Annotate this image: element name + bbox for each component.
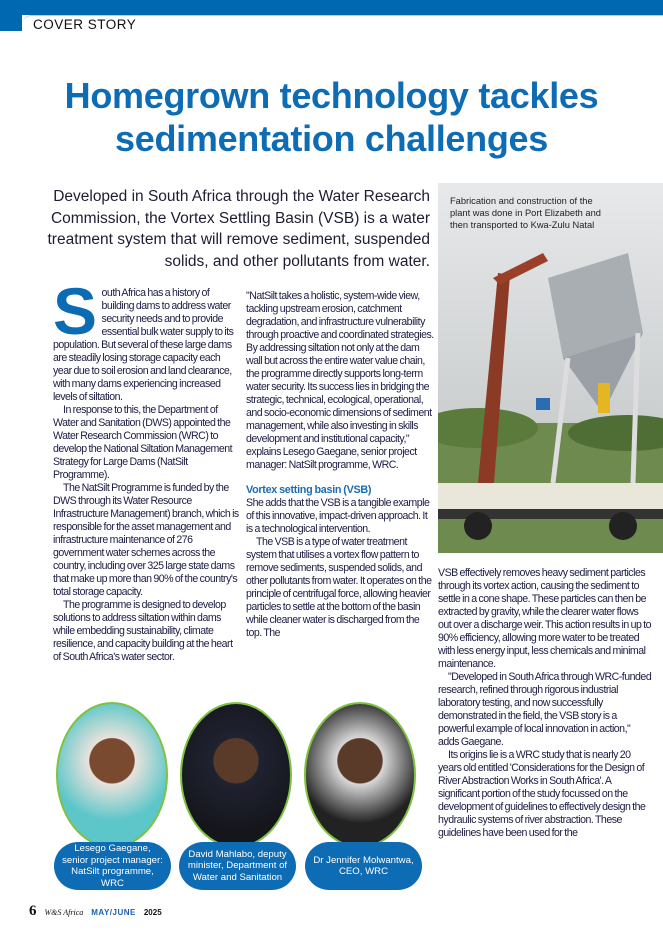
paragraph: She adds that the VSB is a tangible example of this innovative, impact-driven approach. It is a technological intervention.	[246, 497, 430, 535]
paragraph: Its origins lie is a WRC study that is nearly 20 years old entitled 'Considerations for the Design of River Abstraction Works in South Africa'. A significant portion of the study focussed on the development of guidelines to effectively design the hydraulic systems of river abstraction. These guidelines have been used for the	[438, 749, 646, 839]
paragraph: The programme is designed to develop solutions to address siltation within dams while embedding sustainability, climate resilience, and capacity building at the heart of South Africa's water sector.	[53, 599, 233, 663]
footer	[29, 903, 162, 920]
portrait-jennifer-molwantwa	[304, 702, 416, 848]
section-label: COVER STORY	[33, 17, 137, 32]
paragraph: "Developed in South Africa through WRC-funded research, refined through rigorous industrial laboratory testing, and now successfully demonstrated in the field, the VSB story is a powerful example of local innovation in action," adds Gaegane.	[438, 671, 652, 748]
issue-year: 2025	[143, 908, 162, 917]
header-bar	[0, 0, 663, 15]
portrait-david-mahlabo	[180, 702, 292, 848]
caption-jennifer-molwantwa: Dr Jennifer Molwantwa, CEO, WRC	[305, 842, 422, 890]
title-line-2: sedimentation challenges	[115, 118, 548, 159]
intro-standfirst: Developed in South Africa through the Water Research Commission, the Vortex Settling Basin (VSB) is a water treatment system that will remove sediment, suspended solids, and other pollutants from water.	[47, 188, 430, 270]
drop-cap: S	[53, 274, 97, 348]
header-bar-edge	[0, 0, 22, 31]
caption-lesego-gaegane: Lesego Gaegane, senior project manager: NatSilt programme, WRC	[54, 842, 171, 890]
paragraph: outh Africa has a history of building dams to address water security needs and to provide essential bulk water supply to its population. But several of these large dams are steadily losing storage capacity each year due to soil erosion and land clearance, with many dams experiencing increased levels of siltation.	[53, 287, 234, 403]
subheading: Vortex setting basin (VSB)	[246, 484, 372, 496]
title-line-1: Homegrown technology tackles	[64, 75, 599, 116]
caption-david-mahlabo: David Mahlabo, deputy minister, Department of Water and Sanitation	[179, 842, 296, 890]
vsb-photo	[438, 183, 663, 553]
paragraph: VSB effectively removes heavy sediment particles through its vortex action, causing the sediment to settle in a cone shape. These particles can then be extracted by gravity, while the clearer water flows out over a discharge weir. This action results in up to 90% efficiency, allowing more water to be treated with less energy input, less chemicals and minimal maintenance.	[438, 567, 652, 670]
column-2	[246, 290, 435, 640]
page-number: 6	[29, 903, 37, 919]
paragraph: In response to this, the Department of Water and Sanitation (DWS) appointed the Water Research Commission (WRC) to develop the National Siltation Management Strategy for Large Dams (NatSilt Programme).	[53, 404, 233, 481]
paragraph: "NatSilt takes a holistic, system-wide view, tackling upstream erosion, catchment degradation, and infrastructure vulnerability through proactive and coordinated strategies. By addressing siltation not only at the dam wall but across the entire water value chain, the programme directly supports long-term water security. Its success lies in bridging the strategic, technical, ecological, operational, and socio-economic dimensions of sediment management, while also investing in skills development and institutional capacity," explains Lesego Gaegane, senior project manager: NatSilt programme, WRC.	[246, 290, 434, 471]
issue-month: MAY/JUNE	[91, 908, 136, 917]
photo-caption: Fabrication and construction of the plant was done in Port Elizabeth and then transported to Kwa-Zulu Natal	[450, 196, 601, 230]
portrait-lesego-gaegane	[56, 702, 168, 848]
column-3	[438, 567, 653, 840]
truck-silo-illustration	[438, 183, 663, 553]
column-1	[53, 274, 239, 664]
magazine-logo: W&S Africa	[44, 908, 84, 917]
paragraph: The VSB is a type of water treatment system that utilises a vortex flow pattern to remove sediments, suspended solids, and other pollutants from water. It operates on the principle of centrifugal force, allowing heavier particles to settle at the bottom of the basin while cleaner water is discharged from the top. The	[246, 536, 432, 639]
paragraph: The NatSilt Programme is funded by the DWS through its Water Resource Infrastructure Management) branch, which is responsible for the asset management and infrastructure maintenance of 276 government water schemes across the country, including over 325 large state dams that make up more than 90% of the country's total storage capacity.	[53, 482, 239, 598]
page-title	[0, 74, 663, 160]
